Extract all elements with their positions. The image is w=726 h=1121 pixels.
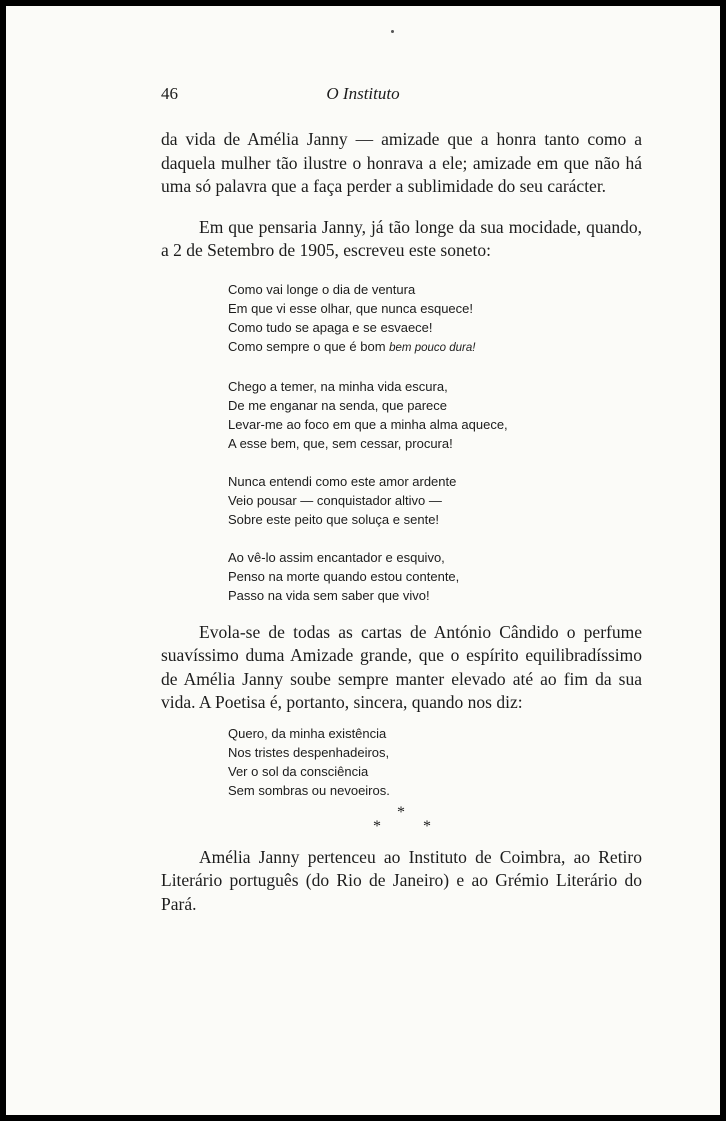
sonnet-line-start: Como sempre o que é bom xyxy=(228,338,390,354)
sonnet-line: Passo na vida sem saber que vivo! xyxy=(228,587,430,603)
sonnet-line: De me enganar na senda, que parece xyxy=(228,397,447,413)
paragraph-3: Evola-se de todas as cartas de António Cândido o perfume suavíssimo duma Amizade grande, que o espírito equilibradíssimo de Amélia Janny soube sempre manter elevado até ao fim da sua vida. A Poetisa é, portanto, sincera, quando nos diz: xyxy=(161,621,642,712)
separator-star: * xyxy=(423,817,431,835)
book-page xyxy=(6,6,720,1115)
sonnet-line: A esse bem, que, sem cessar, procura! xyxy=(228,435,453,451)
sonnet-line: Veio pousar — conquistador altivo — xyxy=(228,492,442,508)
quatrain-line: Quero, da minha existência xyxy=(228,725,387,741)
separator-star: * xyxy=(397,803,405,821)
sonnet-line: Chego a temer, na minha vida escura, xyxy=(228,378,448,394)
page-header xyxy=(6,84,720,108)
print-speck xyxy=(391,30,394,33)
sonnet-line: Nunca entendi como este amor ardente xyxy=(228,473,457,489)
quatrain-line: Nos tristes despenhadeiros, xyxy=(228,744,390,760)
sonnet-line xyxy=(228,337,642,358)
sonnet-line: Como vai longe o dia de ventura xyxy=(228,281,416,297)
page-body xyxy=(161,128,642,916)
quatrain-line: Ver o sol da consciência xyxy=(228,763,369,779)
sonnet-line: Penso na morte quando estou contente, xyxy=(228,568,460,584)
sonnet-line: Em que vi esse olhar, que nunca esquece! xyxy=(228,300,473,316)
page-number: 46 xyxy=(161,84,178,103)
separator-star: * xyxy=(373,817,381,835)
paragraph-2: Em que pensaria Janny, já tão longe da sua mocidade, quando, a 2 de Setembro de 1905, escreveu este soneto: xyxy=(161,216,642,260)
sonnet xyxy=(228,280,642,605)
section-separator xyxy=(161,804,642,838)
paragraph-1: da vida de Amélia Janny — amizade que a honra tanto como a daquela mulher tão ilustre o honrava a ele; amizade em que não há uma só palavra que a faça perder a sublimidade do seu carácter. xyxy=(161,129,642,196)
sonnet-line: Levar-me ao foco em que a minha alma aquece, xyxy=(228,416,508,432)
sonnet-line-italic: bem pouco dura! xyxy=(389,341,476,354)
paragraph-4: Amélia Janny pertenceu ao Instituto de Coimbra, ao Retiro Literário português (do Rio de Janeiro) e ao Grémio Literário do Pará. xyxy=(161,846,642,914)
sonnet-line: Como tudo se apaga e se esvaece! xyxy=(228,319,433,335)
sonnet-line: Sobre este peito que soluça e sente! xyxy=(228,511,440,527)
quatrain-line: Sem sombras ou nevoeiros. xyxy=(228,782,390,798)
sonnet-line: Ao vê-lo assim encantador e esquivo, xyxy=(228,549,445,565)
running-title: O Instituto xyxy=(326,84,400,103)
quatrain xyxy=(228,724,642,800)
